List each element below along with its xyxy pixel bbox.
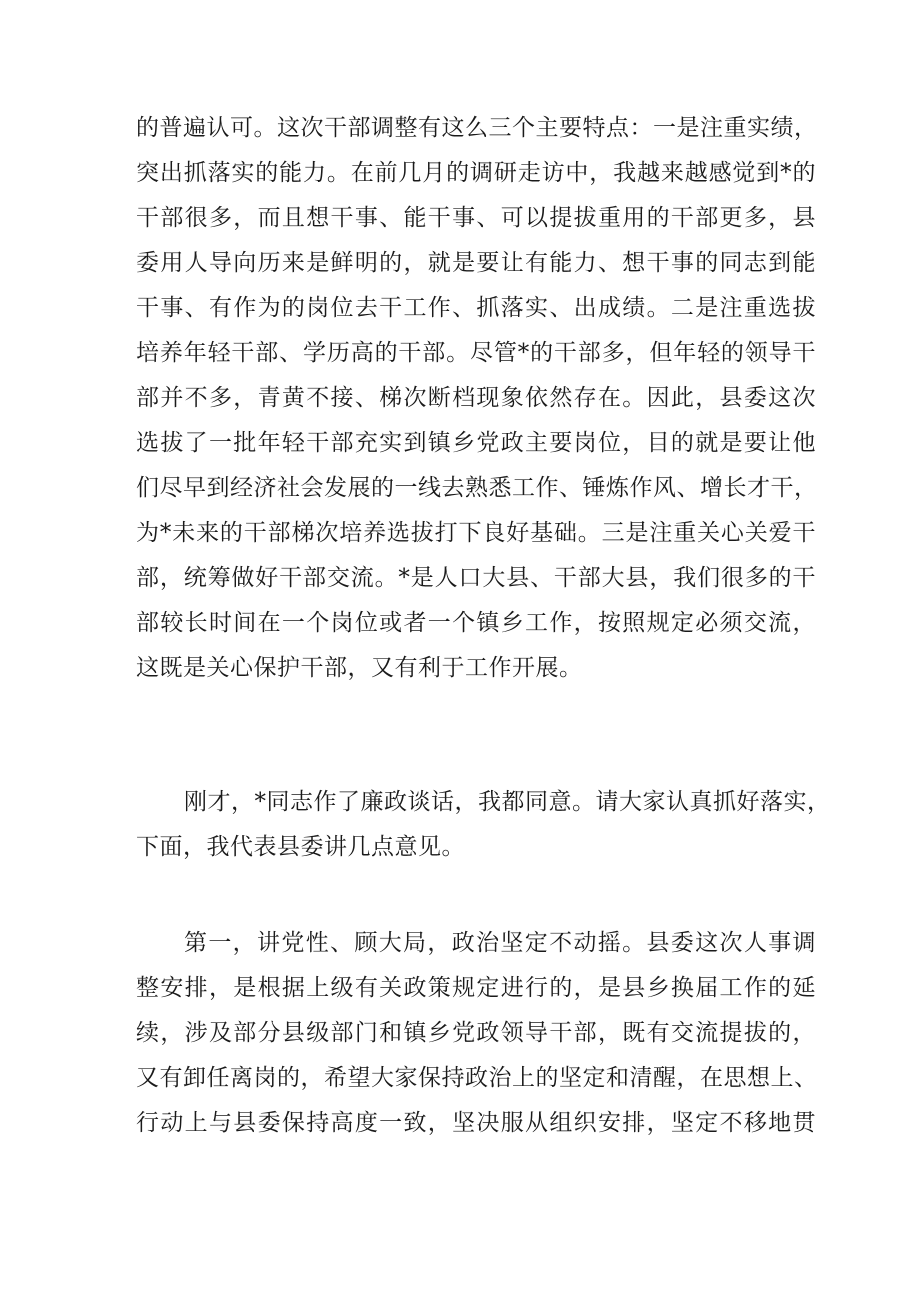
text-line: 部并不多，青黄不接、梯次断档现象依然存在。因此，县委这次 (136, 385, 816, 411)
text-line: 行动上与县委保持高度一致，坚决服从组织安排，坚定不移地贯 (136, 1110, 816, 1136)
text-line: 续，涉及部分县级部门和镇乡党政领导干部，既有交流提拔的， (136, 1020, 816, 1046)
text-line: 下面，我代表县委讲几点意见。 (136, 834, 465, 860)
text-line: 这既是关心保护干部，又有利于工作开展。 (136, 655, 583, 681)
text-line: 干事、有作为的岗位去干工作、抓落实、出成绩。二是注重选拔 (136, 295, 816, 321)
text-line: 干部很多，而且想干事、能干事、可以提拔重用的干部更多，县 (136, 205, 816, 231)
text-line: 又有卸任离岗的，希望大家保持政治上的坚定和清醒，在思想上、 (136, 1065, 818, 1091)
text-line: 突出抓落实的能力。在前几月的调研走访中，我越来越感觉到*的 (136, 160, 816, 186)
text-line: 部较长时间在一个岗位或者一个镇乡工作，按照规定必须交流， (136, 610, 816, 636)
paragraph-integrity-talk (136, 780, 831, 870)
text-line: 们尽早到经济社会发展的一线去熟悉工作、锤炼作风、增长才干， (136, 475, 818, 501)
text-line: 委用人导向历来是鲜明的，就是要让有能力、想干事的同志到能 (136, 250, 816, 276)
text-line: 刚才，*同志作了廉政谈话，我都同意。请大家认真抓好落实， (184, 789, 831, 815)
text-line: 为*未来的干部梯次培养选拔打下良好基础。三是注重关心关爱干 (136, 520, 816, 546)
text-line: 部，统筹做好干部交流。*是人口大县、干部大县，我们很多的干 (136, 565, 816, 591)
text-line: 第一，讲党性、顾大局，政治坚定不动摇。县委这次人事调 (184, 930, 816, 956)
paragraph-point-one (136, 921, 816, 1146)
text-line: 选拔了一批年轻干部充实到镇乡党政主要岗位，目的就是要让他 (136, 430, 816, 456)
paragraph-cadre-adjustment (136, 106, 816, 691)
text-line: 培养年轻干部、学历高的干部。尽管*的干部多，但年轻的领导干 (136, 340, 816, 366)
text-line: 的普遍认可。这次干部调整有这么三个主要特点：一是注重实绩， (136, 115, 818, 141)
text-line: 整安排，是根据上级有关政策规定进行的，是县乡换届工作的延 (136, 975, 816, 1001)
